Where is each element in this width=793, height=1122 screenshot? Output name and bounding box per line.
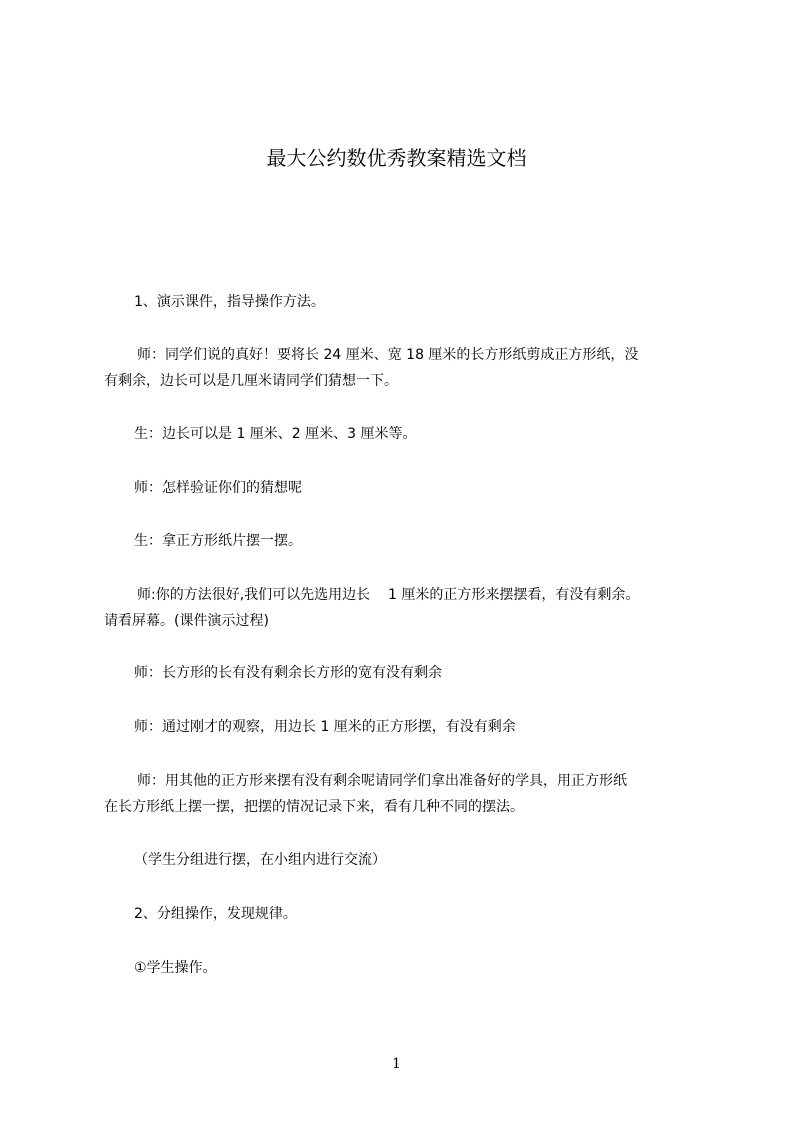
paragraph-line: 2、分组操作，发现规律。 xyxy=(134,906,297,922)
paragraph-line: 师：通过刚才的观察，用边长 1 厘米的正方形摆，有没有剩余 xyxy=(134,719,516,735)
paragraph-teacher-activity xyxy=(104,768,716,820)
paragraph-student-operation xyxy=(104,955,716,981)
paragraph-teacher-verify xyxy=(104,475,716,501)
paragraph-line: 师:你的方法很好,我们可以先选用边长 1 厘米的正方形来摆摆看，有没有剩余。 xyxy=(137,587,640,603)
paragraph-line: 在长方形纸上摆一摆，把摆的情况记录下来，看有几种不同的摆法。 xyxy=(104,799,524,815)
paragraph-group-work xyxy=(104,847,716,873)
paragraph-line: ①学生操作。 xyxy=(134,960,217,976)
paragraph-line: 1、演示课件，指导操作方法。 xyxy=(134,294,325,310)
paragraph-teacher-conclude xyxy=(104,714,716,740)
paragraph-line: 师：怎样验证你们的猜想呢 xyxy=(134,480,302,496)
paragraph-teacher-method xyxy=(104,582,716,634)
paragraph-line: 生：拿正方形纸片摆一摆。 xyxy=(134,533,302,549)
paragraph-student-answer xyxy=(104,421,716,447)
paragraph-teacher-observe xyxy=(104,660,716,686)
paragraph-line: 师：用其他的正方形来摆有没有剩余呢请同学们拿出准备好的学具，用正方形纸 xyxy=(137,773,627,789)
paragraph-student-method xyxy=(104,528,716,554)
paragraph-line: 师：同学们说的真好！要将长 24 厘米、宽 18 厘米的长方形纸剪成正方形纸，没 xyxy=(137,347,639,363)
paragraph-step-2 xyxy=(104,901,716,927)
paragraph-teacher-question xyxy=(104,342,716,394)
paragraph-line: （学生分组进行摆，在小组内进行交流） xyxy=(134,852,386,868)
paragraph-step-1 xyxy=(104,289,716,315)
paragraph-line: 师：长方形的长有没有剩余长方形的宽有没有剩余 xyxy=(134,665,442,681)
page-number: 1 xyxy=(392,1056,401,1072)
document-title: 最大公约数优秀教案精选文档 xyxy=(266,146,527,170)
paragraph-line: 生：边长可以是 1 厘米、2 厘米、3 厘米等。 xyxy=(134,426,417,442)
paragraph-line: 有剩余，边长可以是几厘米请同学们猜想一下。 xyxy=(104,373,398,389)
paragraph-line: 请看屏幕。(课件演示过程) xyxy=(104,613,269,629)
